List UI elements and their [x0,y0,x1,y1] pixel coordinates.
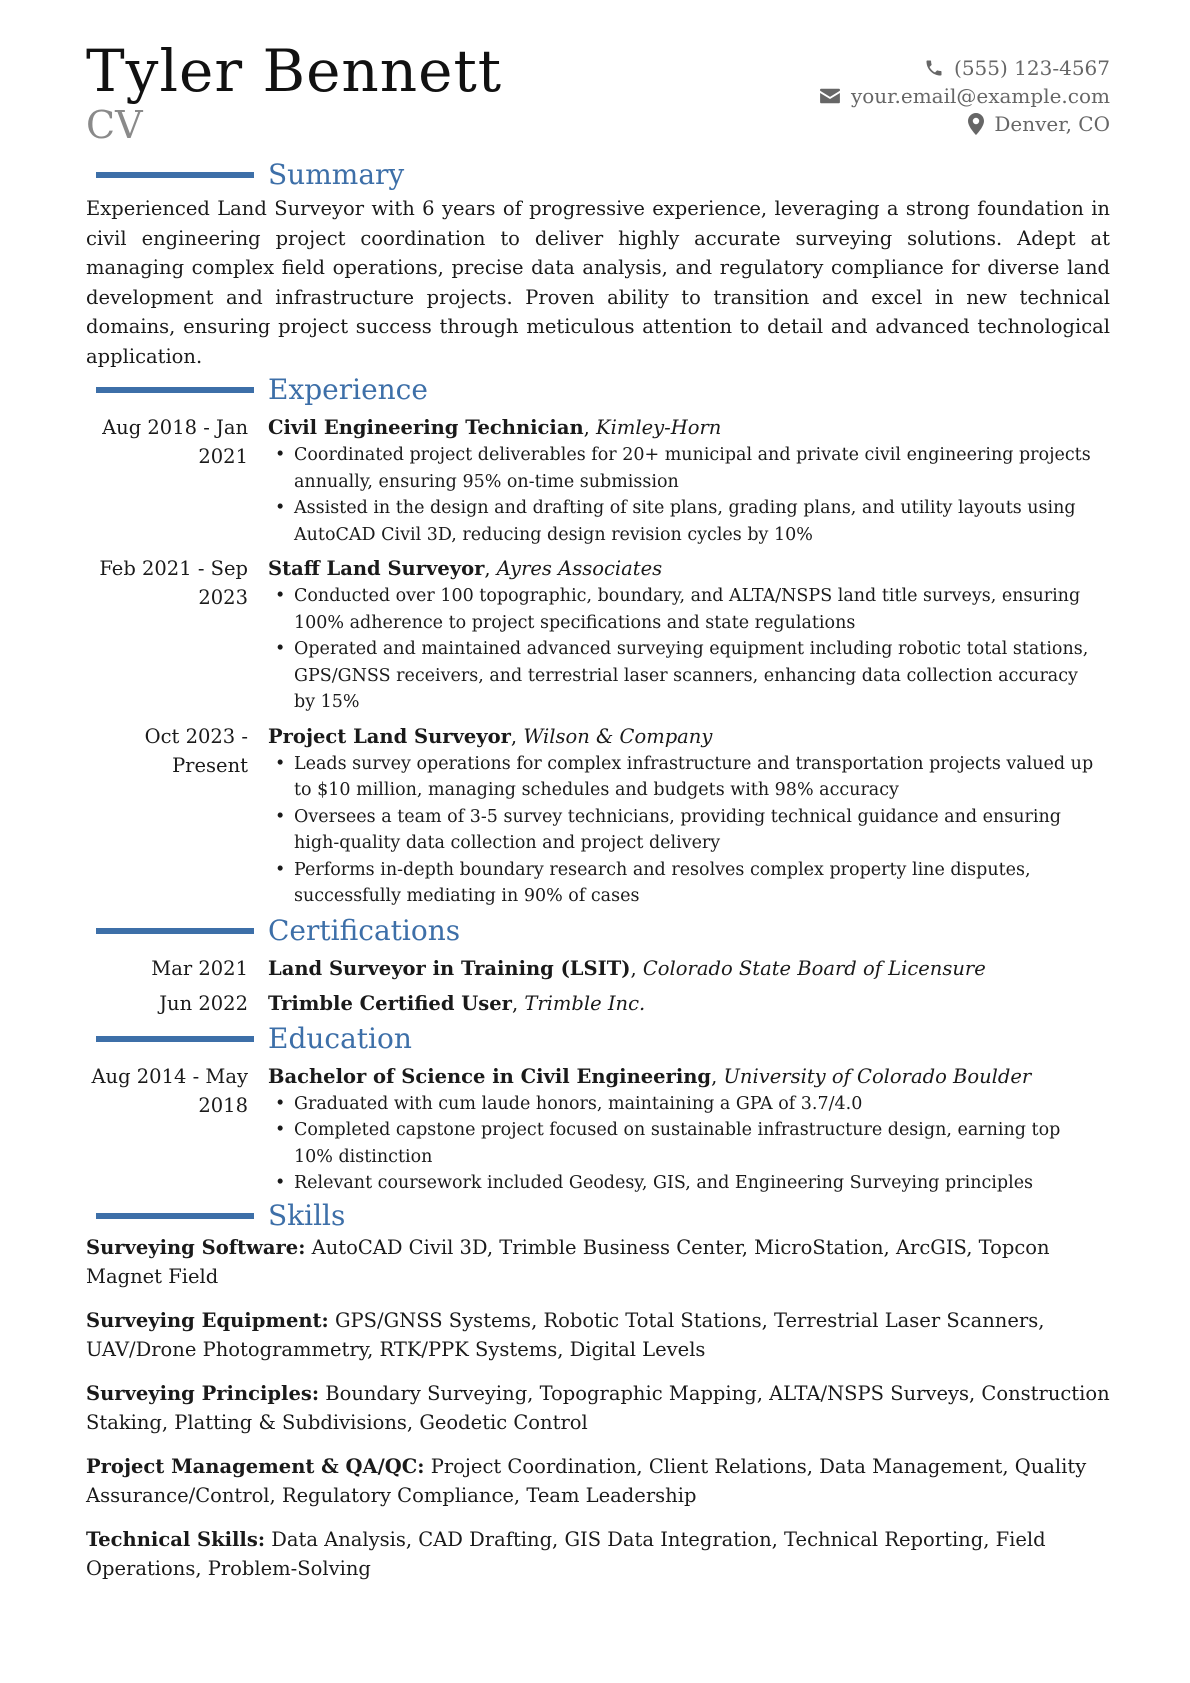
bullet-item: • Graduated with cum laude honors, maintaining a GPA of 3.7/4.0 [268,1091,1110,1118]
bullet-list [268,442,1110,548]
section-accent-bar [96,387,254,393]
resume-page [86,37,1110,1598]
skill-category: Surveying Equipment: [86,1308,329,1332]
section-header [86,373,1110,407]
issuer: Trimble Inc. [524,991,646,1015]
skill-values: Boundary Surveying, Topographic Mapping, ALTA/NSPS Surveys, Construction Staking, Platting & Subdivisions, Geodetic Control [86,1381,1110,1434]
certification-entry [86,954,1110,983]
entry-body [268,989,1110,1018]
section-accent-bar [96,1213,254,1219]
entry-title: Land Surveyor in Training (LSIT), Colorado State Board of Licensure [268,956,986,980]
degree: Bachelor of Science in Civil Engineering [268,1064,712,1088]
location-row [819,110,1110,138]
employer: Kimley-Horn [596,416,722,439]
experience-entry [86,554,1110,716]
certifications-section [86,914,1110,1018]
bullet-item: • Relevant coursework included Geodesy, GIS, and Engineering Surveying principles [268,1170,1110,1197]
phone-row [819,54,1110,82]
skill-category: Surveying Software: [86,1235,306,1259]
entry-body [268,413,1110,548]
job-role: Project Land Surveyor [268,724,511,748]
certification-name: Trimble Certified User [268,991,512,1015]
skill-category: Project Management & QA/QC: [86,1454,425,1478]
section-header [86,914,1110,948]
education-section [86,1022,1110,1197]
entry-title: Project Land Surveyor, Wilson & Company [268,724,713,748]
skill-category: Surveying Principles: [86,1381,320,1405]
section-title-certifications: Certifications [268,913,461,947]
experience-section [86,373,1110,910]
section-header [86,158,1110,192]
entry-title: Civil Engineering Technician, Kimley-Horn [268,416,722,439]
bullet-item: • Oversees a team of 3-5 survey technicians, providing technical guidance and ensuring high-quality data collection and project delivery [268,804,1110,857]
bullet-list [268,751,1110,910]
skill-row [86,1525,1110,1584]
bullet-item: • Assisted in the design and drafting of site plans, grading plans, and utility layouts using AutoCAD Civil 3D, reducing design revision cycles by 10% [268,495,1110,548]
section-accent-bar [96,172,254,178]
certification-name: Land Surveyor in Training (LSIT) [268,956,631,980]
skill-category: Technical Skills: [86,1527,266,1551]
experience-entry [86,413,1110,548]
section-accent-bar [96,1036,254,1042]
issuer: Colorado State Board of Licensure [642,956,986,980]
entry-title: Staff Land Surveyor, Ayres Associates [268,557,663,580]
bullet-list [268,583,1110,716]
email-row[interactable] [819,82,1110,110]
employer: Wilson & Company [523,724,713,748]
phone-text: (555) 123-4567 [954,56,1110,80]
entry-body [268,722,1110,910]
resume-header [86,37,1110,158]
entry-date: Feb 2021 - Sep 2023 [99,557,248,609]
section-title-summary: Summary [268,158,405,191]
bullet-item: • Coordinated project deliverables for 20+ municipal and private civil engineering projects annually, ensuring 95% on-time submission [268,442,1110,495]
entry-title: Bachelor of Science in Civil Engineering, University of Colorado Boulder [268,1064,1032,1088]
skill-values: AutoCAD Civil 3D, Trimble Business Center, MicroStation, ArcGIS, Topcon Magnet Field [86,1235,1050,1288]
employer: Ayres Associates [496,557,663,580]
bullet-item: • Performs in-depth boundary research and resolves complex property line disputes, successfully mediating in 90% of cases [268,857,1110,910]
skill-row [86,1379,1110,1438]
phone-icon [924,58,944,78]
section-accent-bar [96,928,254,934]
entry-date: Aug 2018 - Jan 2021 [102,416,248,468]
map-marker-icon [968,113,984,135]
entry-date: Mar 2021 [151,956,248,980]
education-entry [86,1062,1110,1197]
skill-row [86,1233,1110,1292]
bullet-item: • Operated and maintained advanced surveying equipment including robotic total stations, GPS/GNSS receivers, and terrestrial laser scanners, enhancing data collection accuracy by 15% [268,636,1110,716]
school: University of Colorado Boulder [723,1064,1032,1088]
candidate-name: Tyler Bennett [86,37,503,105]
certification-entry [86,989,1110,1018]
summary-text: Experienced Land Surveyor with 6 years of progressive experience, leveraging a strong foundation in civil engineering project coordination to deliver highly accurate surveying solutions. Adept at managing complex field operations, precise data analysis, and regulatory compliance for diverse land development and infrastructure projects. Proven ability to transition and excel in new technical domains, ensuring project success through meticulous attention to detail and advanced technological application. [86,197,1110,368]
section-title-education: Education [268,1021,412,1055]
entry-title: Trimble Certified User, Trimble Inc. [268,991,646,1015]
entry-body [268,554,1110,716]
entry-body [268,1062,1110,1197]
job-role: Civil Engineering Technician [268,416,584,439]
summary-section [86,158,1110,371]
experience-entry [86,722,1110,910]
entry-date: Oct 2023 - Present [144,724,248,777]
skill-values: Data Analysis, CAD Drafting, GIS Data Integration, Technical Reporting, Field Operations, Problem-Solving [86,1527,1046,1580]
skills-section [86,1199,1110,1584]
entry-date: Aug 2014 - May 2018 [91,1064,248,1117]
section-header [86,1022,1110,1056]
section-header [86,1199,1110,1233]
entry-date: Jun 2022 [159,991,248,1015]
bullet-item: • Leads survey operations for complex infrastructure and transportation projects valued up to $10 million, managing schedules and budgets with 98% accuracy [268,751,1110,804]
envelope-icon [819,87,841,105]
section-title-skills: Skills [268,1198,346,1232]
skill-row [86,1452,1110,1511]
bullet-item: • Completed capstone project focused on sustainable infrastructure design, earning top 10% distinction [268,1117,1110,1170]
skill-row [86,1306,1110,1365]
bullet-list [268,1091,1110,1197]
email-link[interactable]: your.email@example.com [850,84,1110,108]
contact-block [819,54,1110,138]
skill-values: Project Coordination, Client Relations, Data Management, Quality Assurance/Control, Regulatory Compliance, Team Leadership [86,1454,1087,1507]
job-role: Staff Land Surveyor [268,557,485,580]
skill-values: GPS/GNSS Systems, Robotic Total Stations, Terrestrial Laser Scanners, UAV/Drone Photogrammetry, RTK/PPK Systems, Digital Levels [86,1308,1045,1361]
location-text: Denver, CO [994,112,1110,136]
section-title-experience: Experience [268,373,428,406]
bullet-item: • Conducted over 100 topographic, boundary, and ALTA/NSPS land title surveys, ensuring 100% adherence to project specifications and state regulations [268,583,1110,636]
document-subtitle: CV [86,103,143,147]
entry-body [268,954,1110,983]
